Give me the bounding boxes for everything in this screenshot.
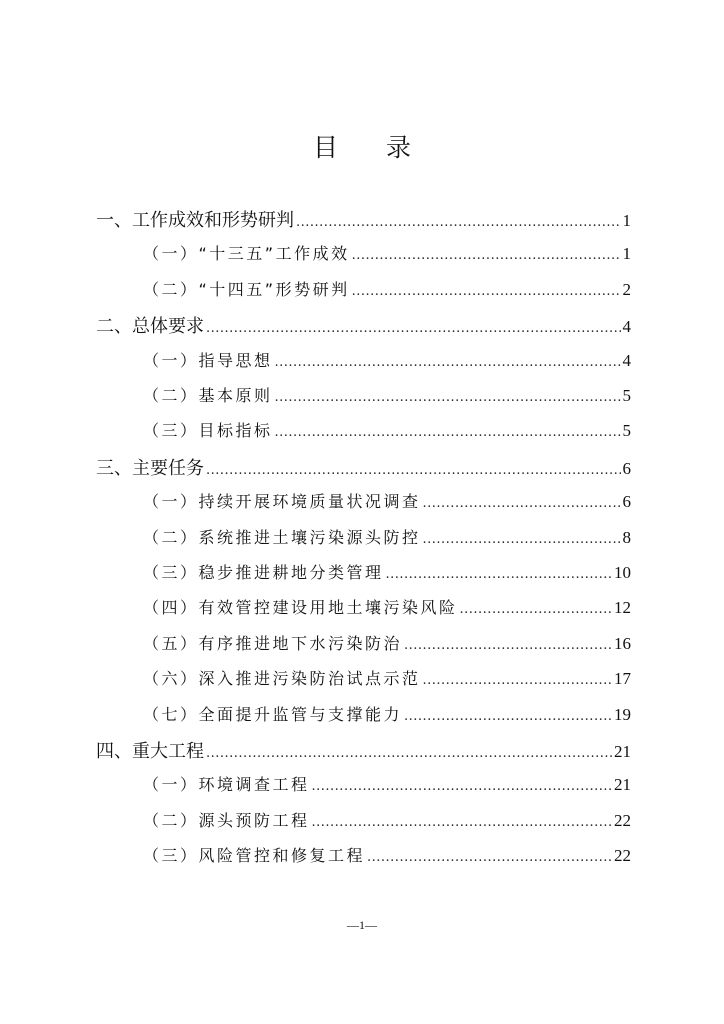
- toc-entry-page-number: 6: [622, 492, 631, 512]
- toc-section-entry[interactable]: [143, 772, 631, 795]
- toc-entry-page-number: 5: [622, 386, 631, 405]
- toc-entry-page-number: 1: [622, 244, 631, 264]
- toc-entry-label: （二）“十四五”形势研判: [143, 279, 350, 299]
- toc-dot-leader: [275, 355, 621, 370]
- toc-entry-label: 三、主要任务: [96, 457, 204, 479]
- toc-dot-leader: [404, 709, 612, 724]
- toc-section-entry[interactable]: [143, 560, 631, 583]
- toc-entry-label: （二）系统推进土壤污染源头防控: [143, 527, 421, 547]
- toc-entry-page-number: 21: [614, 775, 631, 795]
- toc-dot-leader: [423, 532, 621, 547]
- toc-entry-label: （三）稳步推进耕地分类管理: [143, 563, 384, 582]
- toc-entry-label: （一）“十三五”工作成效: [143, 244, 350, 264]
- toc-dot-leader: [312, 815, 612, 830]
- toc-chapter-entry[interactable]: [96, 312, 631, 338]
- toc-section-entry[interactable]: [143, 595, 631, 618]
- toc-chapter-entry[interactable]: [96, 737, 631, 763]
- toc-entry-page-number: 1: [622, 211, 631, 230]
- toc-entry-page-number: 10: [614, 563, 631, 582]
- toc-entry-page-number: 22: [614, 810, 631, 830]
- toc-section-entry[interactable]: [143, 241, 631, 264]
- toc-chapter-entry[interactable]: [96, 454, 631, 480]
- toc-entry-label: 一、工作成效和形势研判: [96, 210, 294, 231]
- toc-entry-page-number: 22: [614, 846, 631, 866]
- toc-section-entry[interactable]: [143, 383, 631, 406]
- toc-entry-label: （一）持续开展环境质量状况调查: [143, 492, 421, 512]
- toc-dot-leader: [275, 390, 621, 405]
- toc-entry-label: （六）深入推进污染防治试点示范: [143, 669, 421, 689]
- toc-dot-leader: [423, 673, 612, 688]
- toc-section-entry[interactable]: [143, 843, 631, 866]
- toc-section-entry[interactable]: [143, 666, 631, 689]
- toc-entry-page-number: 17: [614, 669, 631, 689]
- toc-dot-leader: [352, 284, 621, 299]
- toc-entry-page-number: 21: [614, 742, 631, 761]
- toc-entry-label: （三）风险管控和修复工程: [143, 846, 366, 866]
- toc-dot-leader: [206, 746, 612, 761]
- toc-entry-page-number: 19: [614, 704, 631, 724]
- toc-entry-page-number: 16: [614, 633, 631, 653]
- toc-entry-label: （七）全面提升监管与支撑能力: [143, 704, 403, 724]
- toc-entry-page-number: 2: [622, 279, 631, 299]
- toc-entry-label: （五）有序推进地下水污染防治: [143, 633, 403, 653]
- toc-entry-label: （四）有效管控建设用地土壤污染风险: [143, 598, 458, 618]
- toc-entry-label: 二、总体要求: [96, 316, 204, 338]
- toc-section-entry[interactable]: [143, 489, 631, 512]
- toc-dot-leader: [206, 321, 621, 336]
- toc-dot-leader: [460, 602, 612, 617]
- toc-dot-leader: [296, 215, 621, 230]
- page-title: 目 录: [313, 133, 431, 162]
- toc-section-entry[interactable]: [143, 418, 631, 441]
- toc-dot-leader: [404, 638, 612, 653]
- page-number-footer: —1—: [347, 918, 377, 932]
- toc-entry-page-number: 6: [622, 458, 631, 478]
- toc-entry-page-number: 4: [622, 350, 631, 370]
- toc-entry-label: （一）指导思想: [143, 350, 273, 370]
- toc-dot-leader: [312, 779, 612, 794]
- toc-dot-leader: [275, 425, 621, 440]
- toc-section-entry[interactable]: [143, 808, 631, 831]
- toc-entry-label: （二）源头预防工程: [143, 810, 310, 830]
- toc-section-entry[interactable]: [143, 525, 631, 548]
- toc-section-entry[interactable]: [143, 631, 631, 654]
- toc-section-entry[interactable]: [143, 702, 631, 725]
- toc-entry-page-number: 8: [622, 527, 631, 547]
- toc-section-entry[interactable]: [143, 277, 631, 300]
- toc-entry-label: 四、重大工程: [96, 741, 204, 762]
- toc-section-entry[interactable]: [143, 348, 631, 371]
- toc-entry-page-number: 4: [622, 317, 631, 337]
- toc-chapter-entry[interactable]: [96, 206, 631, 232]
- toc-dot-leader: [386, 567, 612, 582]
- toc-dot-leader: [206, 463, 621, 478]
- toc-entry-page-number: 5: [622, 421, 631, 441]
- toc-entry-label: （一）环境调查工程: [143, 775, 310, 795]
- toc-dot-leader: [367, 850, 612, 865]
- toc-entry-label: （二）基本原则: [143, 386, 273, 405]
- toc-dot-leader: [352, 248, 621, 263]
- toc-entry-label: （三）目标指标: [143, 421, 273, 441]
- toc-entry-page-number: 12: [614, 598, 631, 618]
- toc-dot-leader: [423, 496, 621, 511]
